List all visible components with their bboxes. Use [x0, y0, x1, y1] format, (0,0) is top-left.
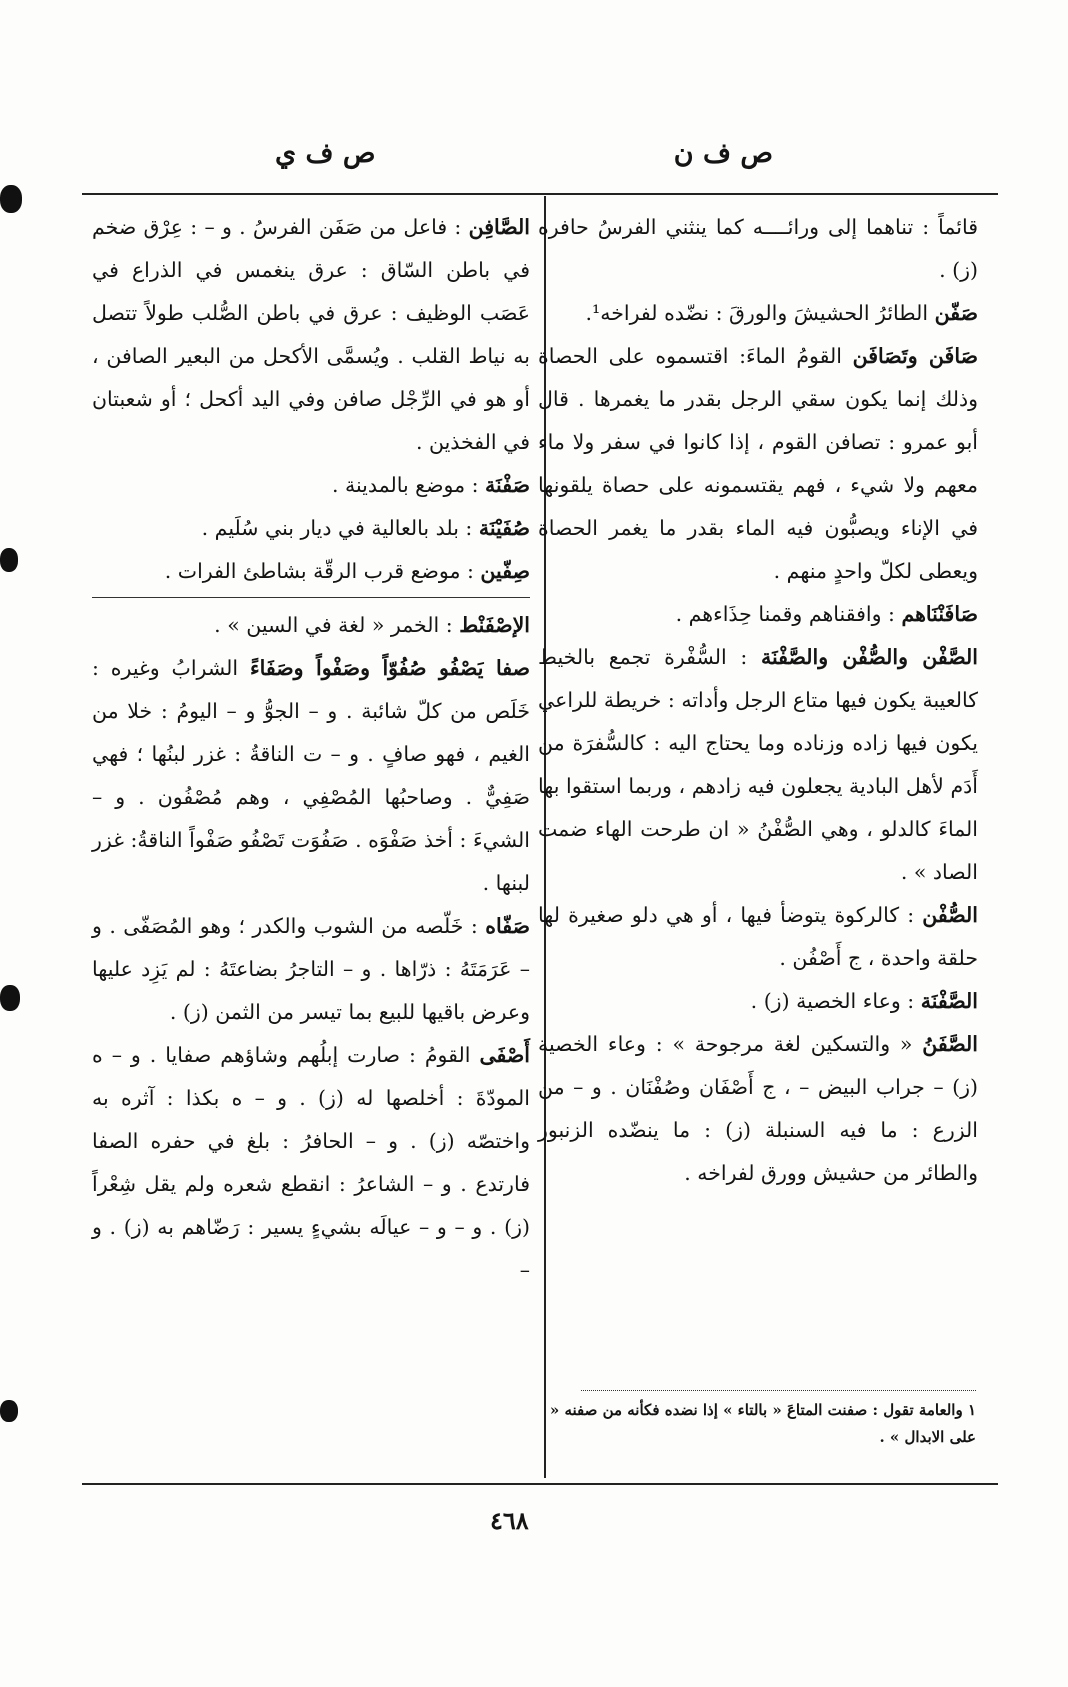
entry-headword: الصُّفْن	[922, 903, 978, 927]
entry-definition: « والتسكين لغة مرجوحة » : وعاء الخصية (ز) – جراب البيض – ، ج أَصْفَان وصُفْنَان . و – من الزرع : ما فيه السنبلة (ز) : ما ينضّده الزنبور والطائر من حشيش وورق لفراخه .	[538, 1032, 978, 1185]
entry-definition: : وافقناهم وقمنا حِذَاءهم .	[675, 602, 895, 626]
entry-definition: : كالركوة يتوضأ فيها ، أو هي دلو صغيرة لها حلقة واحدة ، ج أَصْفُن .	[538, 903, 978, 970]
entry-headword: صَفّاه	[485, 914, 530, 938]
scan-mark	[0, 185, 22, 213]
left-column	[92, 206, 530, 1292]
entry-definition: : خَلّصه من الشوب والكدر ؛ وهو المُصَفّى . و – عَرَمَتَهُ : ذرّاها . و – التاجرُ بضاعتَهُ : لم يَزِد عليها وعرض باقيها للبيع بما تيسر من الثمن (ز) .	[92, 914, 530, 1024]
entry-headword: صَفْنَة	[485, 473, 530, 497]
entry-headword: صفا يَصْفُو صُفُوّاً وصَفْواً وصَفَاءً	[249, 656, 530, 680]
running-header-left: ص ف ي	[275, 138, 376, 169]
entry	[538, 1023, 978, 1195]
entry	[538, 636, 978, 894]
running-header-right: ص ف ن	[673, 138, 773, 169]
entry-headword: الصَّافِن	[468, 215, 530, 239]
scan-mark	[0, 1400, 18, 1422]
top-rule	[82, 193, 998, 195]
entry	[538, 593, 978, 636]
entry-definition: الطائرُ الحشيشَ والورقَ : نضّده لفراخه¹.	[585, 301, 929, 325]
entry	[92, 647, 530, 905]
entry-headword: صَفّن	[934, 301, 978, 325]
entry-headword: صَافَن وتَصَافَن	[852, 344, 978, 368]
entry-headword: صُفَيْنَة	[478, 516, 530, 540]
footnote: ١ والعامة تقول : صفنت المتاعَ « بالتاء » إذا نضده فكأنه من صفنه « على الابدال » .	[549, 1401, 976, 1446]
entry-headword: الصَّفْنَة	[920, 989, 978, 1013]
entry	[92, 905, 530, 1034]
entry-headword: أَصْفَى	[479, 1043, 530, 1067]
entry	[538, 206, 978, 292]
entry	[92, 604, 530, 647]
entry-definition: : بلد بالعالية في ديار بني سُلَيم .	[201, 516, 473, 540]
entry-definition: القومُ : صارت إبلُهم وشاؤهم صفايا . و – ه المودّةَ : أخلصها له (ز) . و – ه بكذا : آثره به واختصّه (ز) . و – الحافرُ : بلغ في حفره الصفا فارتدع . و – الشاعرُ : انقطع شعره ولم يقل شِعْراً (ز) . و – و – عيالَه بشيءٍ يسير : رَضّاهم به (ز) . و –	[92, 1043, 530, 1282]
entry-definition: : موضع قرب الرقّة بشاطئ الفرات .	[164, 559, 474, 583]
entry	[92, 550, 530, 593]
entry-headword: الصَّفْن والصُّفْن والصَّفْنَة	[760, 645, 978, 669]
entry-headword: صِفّين	[480, 559, 530, 583]
entry-definition: : موضع بالمدينة .	[331, 473, 479, 497]
right-column	[538, 206, 978, 1195]
entry	[538, 292, 978, 335]
entry	[538, 980, 978, 1023]
entry-definition: : الخمر « لغة في السين » .	[214, 613, 453, 637]
entry-headword: الإصْفَنْط	[459, 613, 530, 637]
bottom-rule	[82, 1483, 998, 1485]
entry	[92, 206, 530, 464]
footnote-separator	[581, 1390, 976, 1391]
entry-headword: الصَّفَنُ	[922, 1032, 978, 1056]
scan-mark	[0, 985, 20, 1011]
entry-definition: : فاعل من صَفَن الفرسُ . و – : عِرْق ضخم في باطن السّاق : عرق ينغمس في الذراع في عَصَب الوظيف : عرق في باطن الصُّلب طولاً تتصل به نياط القلب . ويُسمَّى الأكحل من البعير الصافن ، أو هو في الرِّجْل صافن وفي اليد أكحل ؛ أو شعبتان في الفخذين .	[92, 215, 530, 454]
entry	[92, 464, 530, 507]
entry	[538, 894, 978, 980]
entry-definition: : السُّفْرة تجمع بالخيط كالعيبة يكون فيها متاع الرجل وأداته : خريطة للراعي يكون فيها زاده وزناده وما يحتاج اليه : كالسُّفرَة من أَدَم لأهل البادية يجعلون فيه زادهم ، وربما استقوا بها الماءَ كالدلو ، وهي الصُّفْنُ « ان طرحت الهاء ضمت الصاد » .	[538, 645, 978, 884]
entry-definition: الشرابُ وغيره : خَلَص من كلّ شائبة . و – الجوُّ و – اليومُ : خلا من الغيم ، فهو صافٍ . و – ت الناقةُ : غزر لبنُها ؛ فهي صَفِيٌّ . وصاحبُها المُصْفِي ، وهم مُصْفُون . و – الشيءَ : أخذ صَفْوَه . صَفُوَت تَصْفُو صَفْواً الناقةُ: غزر لبنها .	[92, 656, 530, 895]
entry	[92, 1034, 530, 1292]
entry-definition: القومُ الماءَ: اقتسموه على الحصاة وذلك إنما يكون سقي الرجل بقدر ما يغمرها . قال أبو عمرو : تصافن القوم ، إذا كانوا في سفر ولا ماء معهم ولا شيء ، فهم يقتسمونه على حصاة يلقونها في الإناء ويصبُّون فيه الماء بقدر ما يغمر الحصاة ويعطى لكلّ واحدٍ منهم .	[538, 344, 978, 583]
entry	[92, 507, 530, 550]
entry-headword: صَافَنْنَاهم	[901, 602, 978, 626]
page-number: ٤٦٨	[490, 1506, 529, 1535]
section-separator	[92, 597, 530, 598]
entry-definition: قائماً : تناهما إلى ورائــــه كما ينثني الفرسُ حافره (ز) .	[538, 215, 978, 282]
entry-definition: : وعاء الخصية (ز) .	[750, 989, 915, 1013]
scan-mark	[0, 548, 18, 572]
entry	[538, 335, 978, 593]
